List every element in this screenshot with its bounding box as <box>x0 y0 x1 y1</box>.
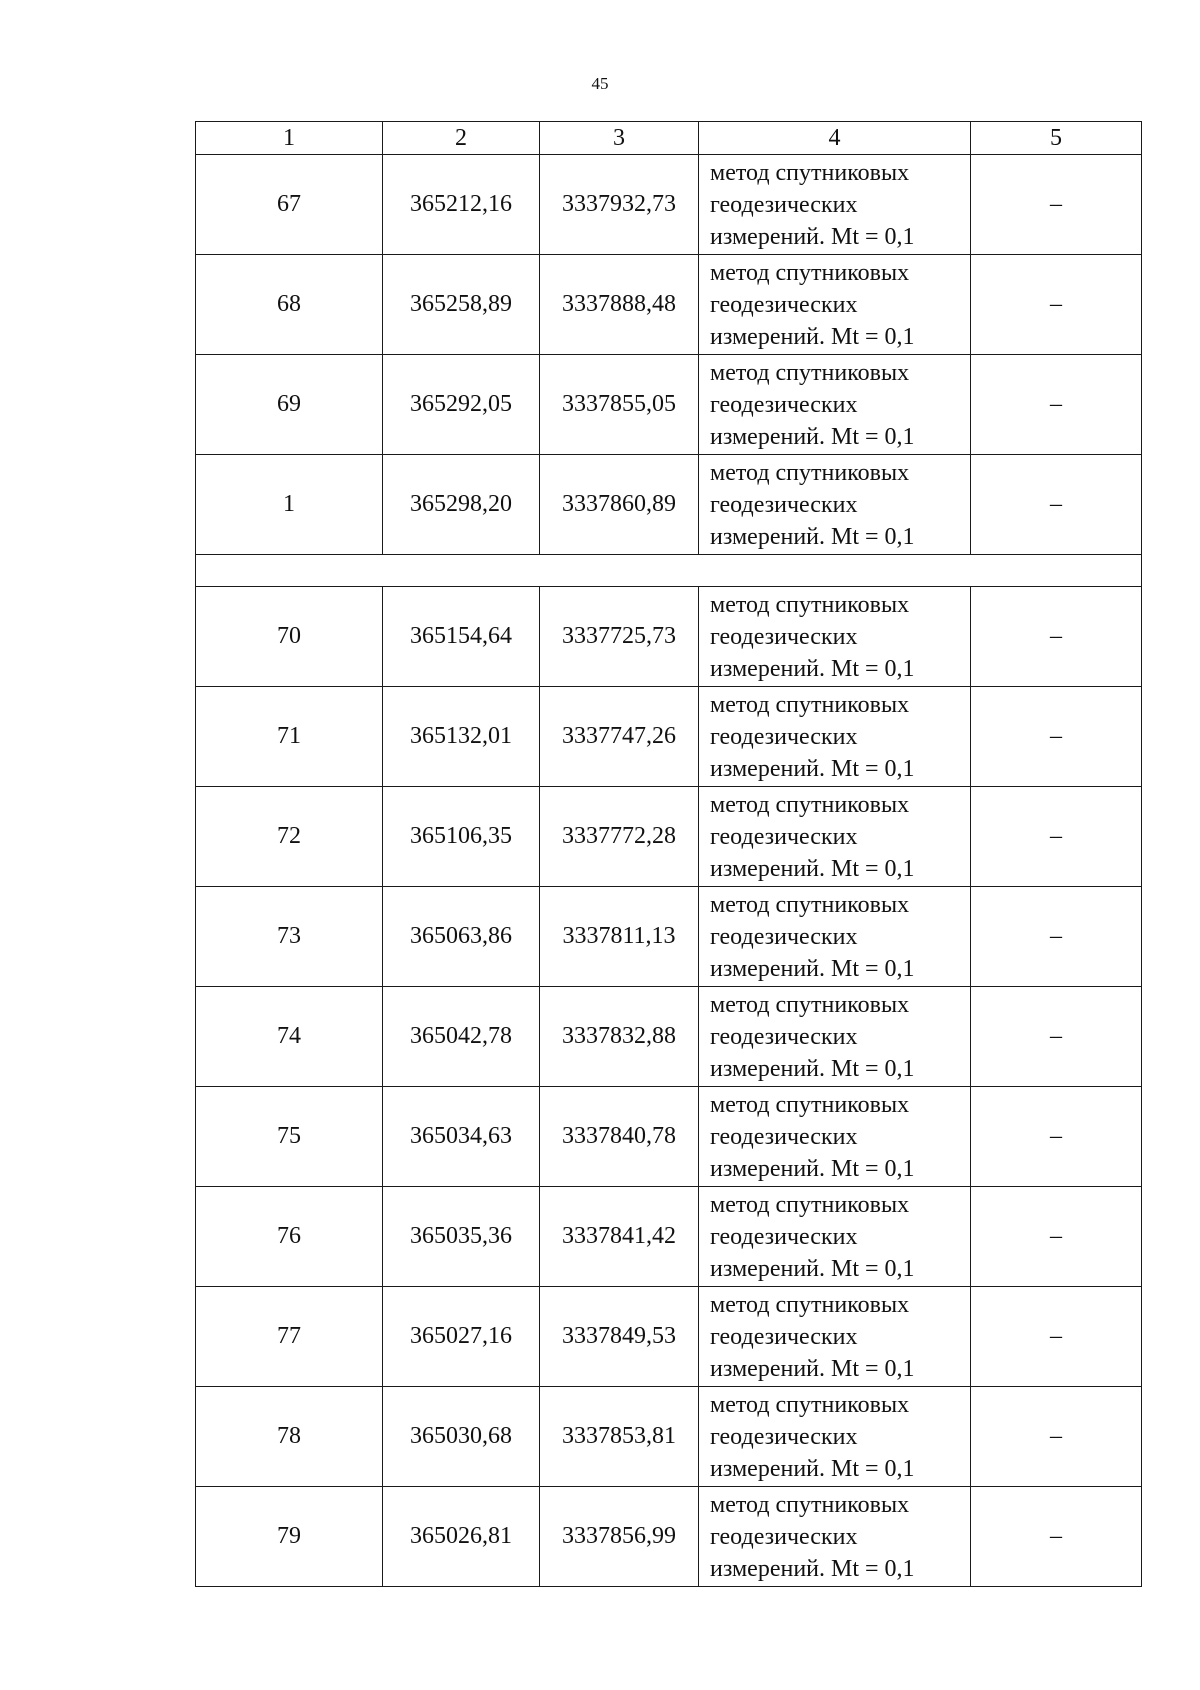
method-cell <box>699 1487 971 1587</box>
y-coordinate-cell: 3337855,05 <box>540 355 699 455</box>
method-line: измерений. Mt = 0,1 <box>710 1355 915 1382</box>
page-number: 45 <box>591 74 609 93</box>
table-row <box>196 455 1142 555</box>
method-line: измерений. Mt = 0,1 <box>710 1155 915 1182</box>
y-coordinate-cell: 3337840,78 <box>540 1087 699 1187</box>
method-line: измерений. Mt = 0,1 <box>710 1055 915 1082</box>
method-line: метод спутниковых <box>710 591 910 618</box>
description-cell: – <box>971 1387 1142 1487</box>
y-coordinate-cell: 3337725,73 <box>540 587 699 687</box>
x-coordinate-cell: 365026,81 <box>383 1487 540 1587</box>
y-coordinate-cell: 3337832,88 <box>540 987 699 1087</box>
method-line: геодезических <box>710 823 858 850</box>
table-body <box>196 155 1142 1587</box>
x-coordinate-cell: 365258,89 <box>383 255 540 355</box>
table-row <box>196 155 1142 255</box>
method-cell <box>699 787 971 887</box>
y-coordinate-cell: 3337888,48 <box>540 255 699 355</box>
method-line: геодезических <box>710 1023 858 1050</box>
point-number-cell: 76 <box>196 1187 383 1287</box>
y-coordinate-cell: 3337811,13 <box>540 887 699 987</box>
method-line: метод спутниковых <box>710 1091 910 1118</box>
table-header-row <box>196 122 1142 155</box>
table-row <box>196 1287 1142 1387</box>
method-line: метод спутниковых <box>710 359 910 386</box>
method-line: метод спутниковых <box>710 891 910 918</box>
separator-cell <box>196 555 1142 587</box>
description-cell: – <box>971 587 1142 687</box>
method-line: метод спутниковых <box>710 1391 910 1418</box>
method-line: измерений. Mt = 0,1 <box>710 223 915 250</box>
x-coordinate-cell: 365063,86 <box>383 887 540 987</box>
x-coordinate-cell: 365042,78 <box>383 987 540 1087</box>
table-row <box>196 587 1142 687</box>
y-coordinate-cell: 3337841,42 <box>540 1187 699 1287</box>
point-number-cell: 73 <box>196 887 383 987</box>
method-cell <box>699 1087 971 1187</box>
method-line: геодезических <box>710 391 858 418</box>
description-cell: – <box>971 687 1142 787</box>
method-cell <box>699 1287 971 1387</box>
method-line: геодезических <box>710 623 858 650</box>
description-cell: – <box>971 887 1142 987</box>
method-cell <box>699 887 971 987</box>
method-line: геодезических <box>710 1123 858 1150</box>
method-line: метод спутниковых <box>710 791 910 818</box>
y-coordinate-cell: 3337747,26 <box>540 687 699 787</box>
method-line: геодезических <box>710 491 858 518</box>
method-line: измерений. Mt = 0,1 <box>710 1455 915 1482</box>
method-cell <box>699 255 971 355</box>
method-cell <box>699 355 971 455</box>
table-row <box>196 687 1142 787</box>
y-coordinate-cell: 3337772,28 <box>540 787 699 887</box>
method-line: метод спутниковых <box>710 159 910 186</box>
method-cell <box>699 687 971 787</box>
x-coordinate-cell: 365027,16 <box>383 1287 540 1387</box>
point-number-cell: 68 <box>196 255 383 355</box>
x-coordinate-cell: 365030,68 <box>383 1387 540 1487</box>
method-line: измерений. Mt = 0,1 <box>710 655 915 682</box>
table-row <box>196 1087 1142 1187</box>
x-coordinate-cell: 365154,64 <box>383 587 540 687</box>
description-cell: – <box>971 987 1142 1087</box>
coordinates-table <box>195 121 1142 1587</box>
table-row <box>196 787 1142 887</box>
method-cell <box>699 1187 971 1287</box>
method-line: метод спутниковых <box>710 259 910 286</box>
description-cell: – <box>971 155 1142 255</box>
description-cell: – <box>971 1187 1142 1287</box>
method-line: геодезических <box>710 1523 858 1550</box>
x-coordinate-cell: 365132,01 <box>383 687 540 787</box>
x-coordinate-cell: 365034,63 <box>383 1087 540 1187</box>
column-header: 5 <box>971 122 1142 155</box>
column-header: 1 <box>196 122 383 155</box>
method-line: измерений. Mt = 0,1 <box>710 1555 915 1582</box>
column-header: 2 <box>383 122 540 155</box>
method-cell <box>699 1387 971 1487</box>
method-line: измерений. Mt = 0,1 <box>710 855 915 882</box>
method-line: измерений. Mt = 0,1 <box>710 955 915 982</box>
point-number-cell: 72 <box>196 787 383 887</box>
x-coordinate-cell: 365298,20 <box>383 455 540 555</box>
y-coordinate-cell: 3337856,99 <box>540 1487 699 1587</box>
table-row <box>196 1487 1142 1587</box>
method-cell <box>699 155 971 255</box>
method-line: геодезических <box>710 1323 858 1350</box>
point-number-cell: 79 <box>196 1487 383 1587</box>
table-row <box>196 987 1142 1087</box>
method-line: метод спутниковых <box>710 1191 910 1218</box>
table-row <box>196 355 1142 455</box>
description-cell: – <box>971 1487 1142 1587</box>
point-number-cell: 74 <box>196 987 383 1087</box>
method-line: метод спутниковых <box>710 991 910 1018</box>
point-number-cell: 69 <box>196 355 383 455</box>
description-cell: – <box>971 255 1142 355</box>
method-line: геодезических <box>710 723 858 750</box>
method-line: метод спутниковых <box>710 691 910 718</box>
description-cell: – <box>971 1287 1142 1387</box>
table-row <box>196 255 1142 355</box>
y-coordinate-cell: 3337849,53 <box>540 1287 699 1387</box>
method-cell <box>699 455 971 555</box>
x-coordinate-cell: 365212,16 <box>383 155 540 255</box>
method-line: измерений. Mt = 0,1 <box>710 1255 915 1282</box>
method-line: метод спутниковых <box>710 1491 910 1518</box>
point-number-cell: 71 <box>196 687 383 787</box>
column-header: 4 <box>699 122 971 155</box>
method-cell <box>699 987 971 1087</box>
method-line: геодезических <box>710 1223 858 1250</box>
x-coordinate-cell: 365035,36 <box>383 1187 540 1287</box>
table-separator-row <box>196 555 1142 587</box>
y-coordinate-cell: 3337860,89 <box>540 455 699 555</box>
description-cell: – <box>971 455 1142 555</box>
method-line: измерений. Mt = 0,1 <box>710 423 915 450</box>
method-line: геодезических <box>710 191 858 218</box>
point-number-cell: 78 <box>196 1387 383 1487</box>
x-coordinate-cell: 365292,05 <box>383 355 540 455</box>
method-line: метод спутниковых <box>710 459 910 486</box>
point-number-cell: 1 <box>196 455 383 555</box>
x-coordinate-cell: 365106,35 <box>383 787 540 887</box>
method-line: измерений. Mt = 0,1 <box>710 523 915 550</box>
description-cell: – <box>971 787 1142 887</box>
method-line: измерений. Mt = 0,1 <box>710 755 915 782</box>
method-line: метод спутниковых <box>710 1291 910 1318</box>
column-header: 3 <box>540 122 699 155</box>
table-row <box>196 1387 1142 1487</box>
table-row <box>196 1187 1142 1287</box>
description-cell: – <box>971 355 1142 455</box>
y-coordinate-cell: 3337853,81 <box>540 1387 699 1487</box>
method-cell <box>699 587 971 687</box>
method-line: геодезических <box>710 291 858 318</box>
method-line: геодезических <box>710 923 858 950</box>
point-number-cell: 67 <box>196 155 383 255</box>
description-cell: – <box>971 1087 1142 1187</box>
point-number-cell: 75 <box>196 1087 383 1187</box>
y-coordinate-cell: 3337932,73 <box>540 155 699 255</box>
point-number-cell: 77 <box>196 1287 383 1387</box>
table-row <box>196 887 1142 987</box>
method-line: геодезических <box>710 1423 858 1450</box>
point-number-cell: 70 <box>196 587 383 687</box>
method-line: измерений. Mt = 0,1 <box>710 323 915 350</box>
